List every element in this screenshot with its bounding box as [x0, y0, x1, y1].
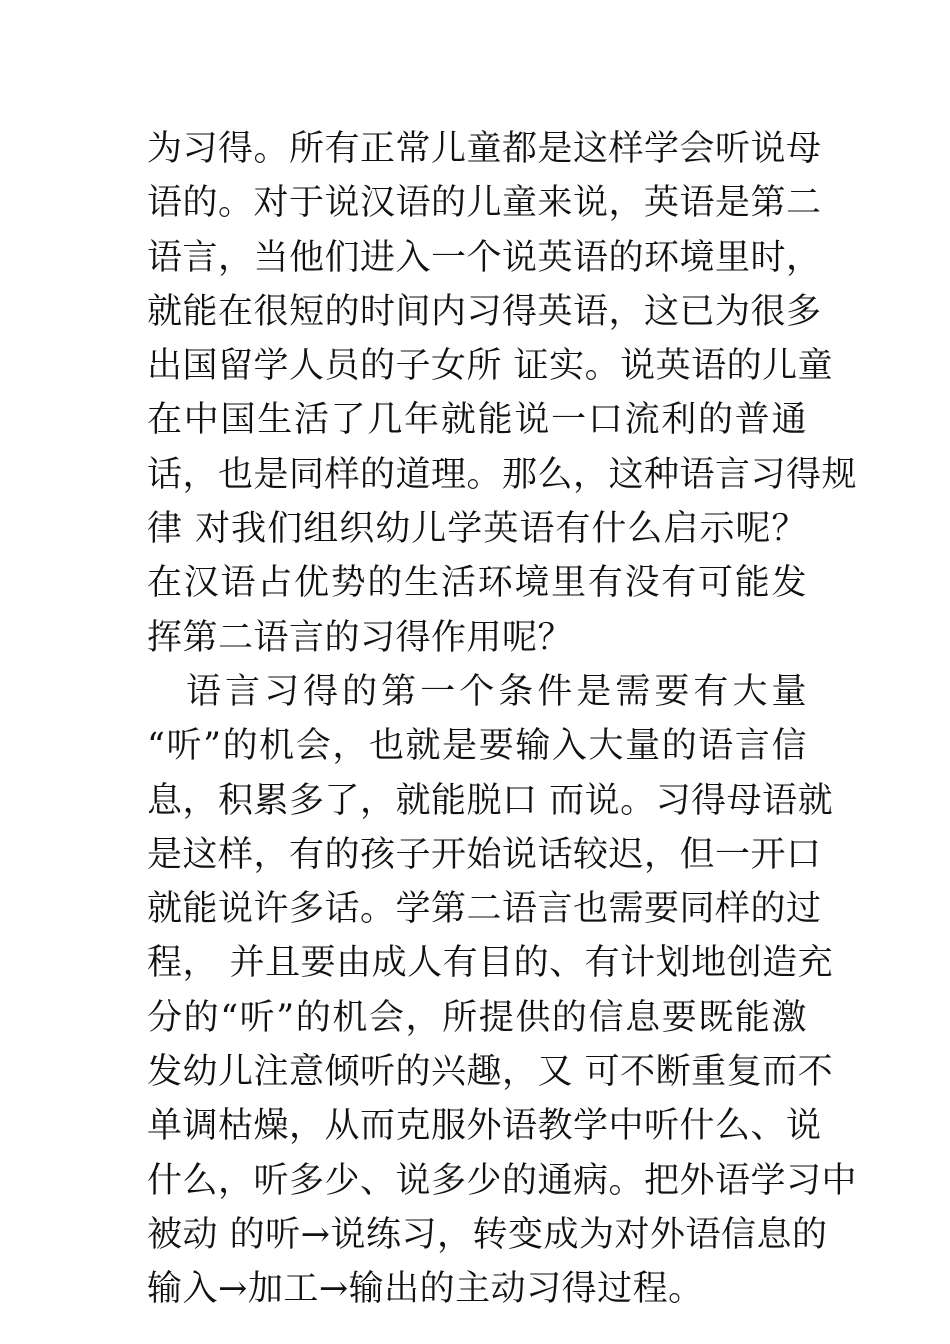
- text-line: 单调枯燥，从而克服外语教学中听什么、说: [147, 1106, 822, 1147]
- text-line: “听”的机会，也就是要输入大量的语言信: [147, 726, 807, 767]
- body-text: [147, 122, 858, 1317]
- text-line: 律 对我们组织幼儿学英语有什么启示呢？: [147, 509, 807, 550]
- text-line: 发幼儿注意倾听的兴趣，又 可不断重复而不: [147, 1052, 834, 1093]
- text-line: 就能在很短的时间内习得英语，这已为很多: [147, 291, 822, 332]
- text-line: 在中国生活了几年就能说一口流利的普通: [147, 400, 807, 441]
- text-line: 息，积累多了，就能脱口 而说。习得母语就: [147, 780, 834, 821]
- text-line: 就能说许多话。学第二语言也需要同样的过: [147, 889, 822, 930]
- text-line: 在汉语占优势的生活环境里有没有可能发: [147, 563, 807, 604]
- text-line: 程， 并且要由成人有目的、有计划地创造充: [147, 943, 834, 984]
- text-line: 输入→加工→输出的主动习得过程。: [147, 1269, 704, 1310]
- text-line: 语的。对于说汉语的儿童来说，英语是第二: [147, 183, 822, 224]
- text-line: 什么，听多少、说多少的通病。把外语学习中: [147, 1160, 858, 1201]
- paragraph-start-line: 语言习得的第一个条件是需要有大量: [147, 671, 807, 712]
- text-line: 被动 的听→说练习，转变成为对外语信息的: [147, 1214, 828, 1255]
- text-line: 为习得。所有正常儿童都是这样学会听说母: [147, 129, 822, 169]
- text-line: 分的“听”的机会，所提供的信息要既能激: [147, 997, 807, 1038]
- text-line: 话，也是同样的道理。那么，这种语言习得规: [147, 454, 858, 495]
- text-line: 出国留学人员的子女所 证实。说英语的儿童: [147, 346, 834, 387]
- text-line: 语言，当他们进入一个说英语的环境里时，: [147, 237, 822, 278]
- text-line: 是这样，有的孩子开始说话较迟，但一开口: [147, 834, 822, 875]
- text-line: 挥第二语言的习得作用呢？: [147, 617, 574, 658]
